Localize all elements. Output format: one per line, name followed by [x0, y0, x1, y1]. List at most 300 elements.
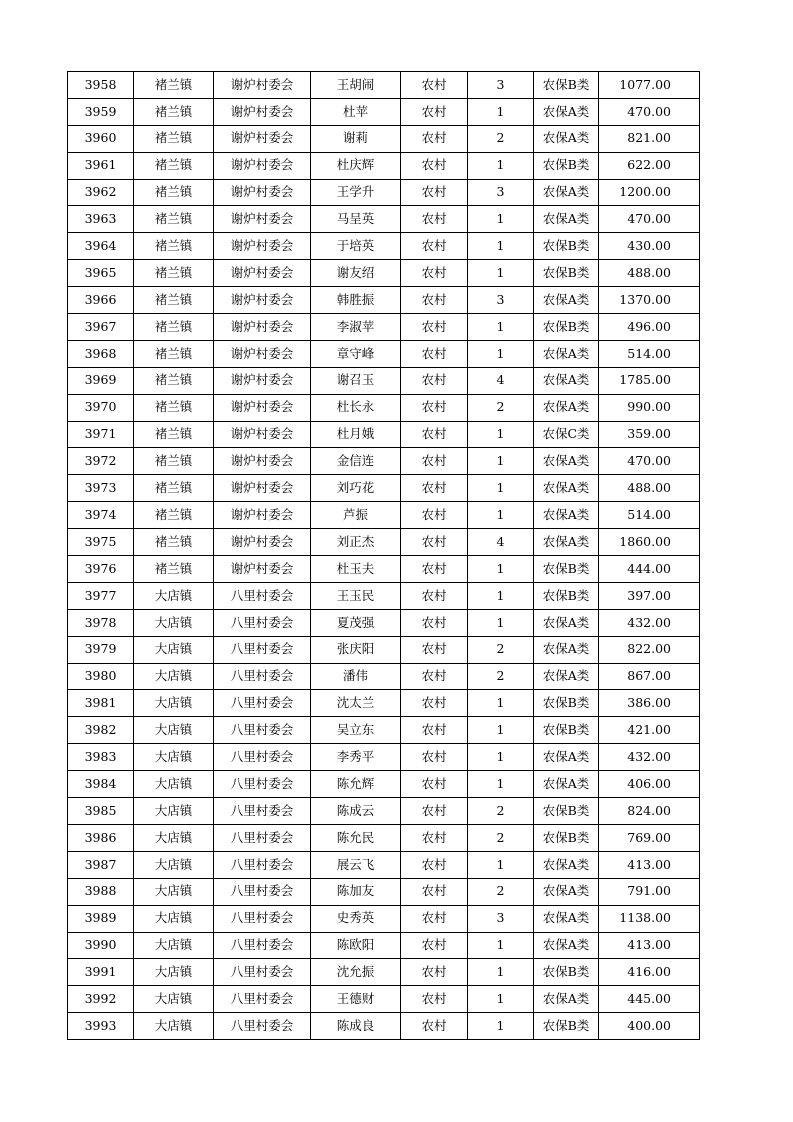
area-type-cell: 农村 [401, 690, 468, 717]
village-committee-cell: 谢炉村委会 [214, 394, 311, 421]
category-cell: 农保A类 [534, 475, 599, 502]
table-row [68, 851, 700, 878]
village-committee-cell: 谢炉村委会 [214, 421, 311, 448]
category-cell: 农保B类 [534, 798, 599, 825]
area-type-cell: 农村 [401, 798, 468, 825]
village-committee-cell: 谢炉村委会 [214, 98, 311, 125]
amount-cell: 1785.00 [599, 367, 700, 394]
table-row [68, 233, 700, 260]
area-type-cell: 农村 [401, 905, 468, 932]
category-cell: 农保A类 [534, 744, 599, 771]
category-cell: 农保B类 [534, 314, 599, 341]
table-row [68, 529, 700, 556]
area-type-cell: 农村 [401, 421, 468, 448]
name-cell: 史秀英 [311, 905, 401, 932]
household-size-cell: 2 [468, 636, 534, 663]
household-size-cell: 1 [468, 152, 534, 179]
town-cell: 褚兰镇 [134, 475, 214, 502]
village-committee-cell: 谢炉村委会 [214, 233, 311, 260]
row-number-cell: 3989 [68, 905, 134, 932]
village-committee-cell: 谢炉村委会 [214, 260, 311, 287]
household-size-cell: 1 [468, 314, 534, 341]
town-cell: 大店镇 [134, 609, 214, 636]
name-cell: 王玉民 [311, 582, 401, 609]
category-cell: 农保B类 [534, 72, 599, 99]
name-cell: 张庆阳 [311, 636, 401, 663]
household-size-cell: 2 [468, 394, 534, 421]
row-number-cell: 3983 [68, 744, 134, 771]
household-size-cell: 1 [468, 98, 534, 125]
household-size-cell: 4 [468, 367, 534, 394]
name-cell: 芦振 [311, 502, 401, 529]
table-row [68, 125, 700, 152]
amount-cell: 867.00 [599, 663, 700, 690]
village-committee-cell: 八里村委会 [214, 744, 311, 771]
table-row [68, 690, 700, 717]
town-cell: 褚兰镇 [134, 529, 214, 556]
amount-cell: 821.00 [599, 125, 700, 152]
household-size-cell: 1 [468, 717, 534, 744]
table-row [68, 905, 700, 932]
town-cell: 褚兰镇 [134, 394, 214, 421]
table-row [68, 98, 700, 125]
town-cell: 大店镇 [134, 851, 214, 878]
town-cell: 褚兰镇 [134, 233, 214, 260]
amount-cell: 432.00 [599, 609, 700, 636]
household-size-cell: 1 [468, 502, 534, 529]
row-number-cell: 3967 [68, 314, 134, 341]
town-cell: 大店镇 [134, 824, 214, 851]
town-cell: 大店镇 [134, 663, 214, 690]
amount-cell: 421.00 [599, 717, 700, 744]
amount-cell: 769.00 [599, 824, 700, 851]
category-cell: 农保B类 [534, 582, 599, 609]
area-type-cell: 农村 [401, 529, 468, 556]
row-number-cell: 3973 [68, 475, 134, 502]
table-row [68, 771, 700, 798]
row-number-cell: 3978 [68, 609, 134, 636]
name-cell: 展云飞 [311, 851, 401, 878]
amount-cell: 470.00 [599, 98, 700, 125]
village-committee-cell: 谢炉村委会 [214, 475, 311, 502]
town-cell: 大店镇 [134, 744, 214, 771]
row-number-cell: 3972 [68, 448, 134, 475]
household-size-cell: 1 [468, 582, 534, 609]
household-size-cell: 1 [468, 448, 534, 475]
name-cell: 杜长永 [311, 394, 401, 421]
category-cell: 农保B类 [534, 233, 599, 260]
amount-cell: 514.00 [599, 340, 700, 367]
town-cell: 大店镇 [134, 932, 214, 959]
category-cell: 农保A类 [534, 609, 599, 636]
category-cell: 农保A类 [534, 636, 599, 663]
row-number-cell: 3986 [68, 824, 134, 851]
village-committee-cell: 八里村委会 [214, 798, 311, 825]
name-cell: 于培英 [311, 233, 401, 260]
row-number-cell: 3977 [68, 582, 134, 609]
amount-cell: 1860.00 [599, 529, 700, 556]
amount-cell: 990.00 [599, 394, 700, 421]
area-type-cell: 农村 [401, 233, 468, 260]
household-size-cell: 3 [468, 72, 534, 99]
name-cell: 陈加友 [311, 878, 401, 905]
household-size-cell: 1 [468, 340, 534, 367]
area-type-cell: 农村 [401, 609, 468, 636]
household-size-cell: 1 [468, 556, 534, 583]
town-cell: 大店镇 [134, 717, 214, 744]
village-committee-cell: 谢炉村委会 [214, 556, 311, 583]
area-type-cell: 农村 [401, 1013, 468, 1040]
area-type-cell: 农村 [401, 556, 468, 583]
row-number-cell: 3963 [68, 206, 134, 233]
town-cell: 褚兰镇 [134, 287, 214, 314]
amount-cell: 622.00 [599, 152, 700, 179]
category-cell: 农保A类 [534, 502, 599, 529]
amount-cell: 791.00 [599, 878, 700, 905]
name-cell: 杜庆辉 [311, 152, 401, 179]
name-cell: 沈允振 [311, 959, 401, 986]
village-committee-cell: 八里村委会 [214, 663, 311, 690]
village-committee-cell: 谢炉村委会 [214, 287, 311, 314]
category-cell: 农保B类 [534, 717, 599, 744]
category-cell: 农保B类 [534, 556, 599, 583]
household-size-cell: 1 [468, 744, 534, 771]
village-committee-cell: 谢炉村委会 [214, 72, 311, 99]
amount-cell: 413.00 [599, 851, 700, 878]
row-number-cell: 3971 [68, 421, 134, 448]
table-row [68, 179, 700, 206]
village-committee-cell: 八里村委会 [214, 690, 311, 717]
name-cell: 杜玉夫 [311, 556, 401, 583]
table-row [68, 932, 700, 959]
row-number-cell: 3981 [68, 690, 134, 717]
household-size-cell: 1 [468, 609, 534, 636]
household-size-cell: 3 [468, 905, 534, 932]
amount-cell: 496.00 [599, 314, 700, 341]
row-number-cell: 3985 [68, 798, 134, 825]
household-size-cell: 3 [468, 179, 534, 206]
table-body [68, 72, 700, 1040]
name-cell: 韩胜振 [311, 287, 401, 314]
village-committee-cell: 谢炉村委会 [214, 367, 311, 394]
category-cell: 农保A类 [534, 125, 599, 152]
table-row [68, 959, 700, 986]
row-number-cell: 3992 [68, 986, 134, 1013]
name-cell: 吴立东 [311, 717, 401, 744]
row-number-cell: 3962 [68, 179, 134, 206]
amount-cell: 430.00 [599, 233, 700, 260]
area-type-cell: 农村 [401, 72, 468, 99]
table-row [68, 287, 700, 314]
table-row [68, 717, 700, 744]
village-committee-cell: 谢炉村委会 [214, 448, 311, 475]
table-row [68, 878, 700, 905]
village-committee-cell: 八里村委会 [214, 932, 311, 959]
row-number-cell: 3959 [68, 98, 134, 125]
area-type-cell: 农村 [401, 125, 468, 152]
category-cell: 农保A类 [534, 905, 599, 932]
town-cell: 褚兰镇 [134, 502, 214, 529]
area-type-cell: 农村 [401, 287, 468, 314]
table-row [68, 798, 700, 825]
name-cell: 刘正杰 [311, 529, 401, 556]
row-number-cell: 3969 [68, 367, 134, 394]
village-committee-cell: 八里村委会 [214, 986, 311, 1013]
name-cell: 谢召玉 [311, 367, 401, 394]
area-type-cell: 农村 [401, 340, 468, 367]
area-type-cell: 农村 [401, 475, 468, 502]
name-cell: 李淑苹 [311, 314, 401, 341]
area-type-cell: 农村 [401, 394, 468, 421]
name-cell: 陈成云 [311, 798, 401, 825]
table-row [68, 609, 700, 636]
town-cell: 褚兰镇 [134, 367, 214, 394]
table-row [68, 340, 700, 367]
village-committee-cell: 八里村委会 [214, 609, 311, 636]
amount-cell: 470.00 [599, 448, 700, 475]
row-number-cell: 3970 [68, 394, 134, 421]
row-number-cell: 3993 [68, 1013, 134, 1040]
area-type-cell: 农村 [401, 744, 468, 771]
village-committee-cell: 八里村委会 [214, 824, 311, 851]
row-number-cell: 3991 [68, 959, 134, 986]
area-type-cell: 农村 [401, 98, 468, 125]
area-type-cell: 农村 [401, 824, 468, 851]
village-committee-cell: 谢炉村委会 [214, 125, 311, 152]
table-row [68, 314, 700, 341]
town-cell: 褚兰镇 [134, 314, 214, 341]
village-committee-cell: 谢炉村委会 [214, 502, 311, 529]
amount-cell: 386.00 [599, 690, 700, 717]
name-cell: 夏茂强 [311, 609, 401, 636]
row-number-cell: 3961 [68, 152, 134, 179]
table-row [68, 1013, 700, 1040]
row-number-cell: 3982 [68, 717, 134, 744]
amount-cell: 1138.00 [599, 905, 700, 932]
category-cell: 农保A类 [534, 932, 599, 959]
category-cell: 农保A类 [534, 287, 599, 314]
town-cell: 大店镇 [134, 905, 214, 932]
category-cell: 农保A类 [534, 394, 599, 421]
name-cell: 陈欧阳 [311, 932, 401, 959]
village-committee-cell: 谢炉村委会 [214, 340, 311, 367]
name-cell: 王德财 [311, 986, 401, 1013]
table-row [68, 421, 700, 448]
table-row [68, 394, 700, 421]
household-size-cell: 1 [468, 959, 534, 986]
village-committee-cell: 谢炉村委会 [214, 179, 311, 206]
name-cell: 沈太兰 [311, 690, 401, 717]
household-size-cell: 3 [468, 287, 534, 314]
table-row [68, 744, 700, 771]
area-type-cell: 农村 [401, 367, 468, 394]
town-cell: 褚兰镇 [134, 179, 214, 206]
amount-cell: 359.00 [599, 421, 700, 448]
area-type-cell: 农村 [401, 179, 468, 206]
household-size-cell: 1 [468, 233, 534, 260]
table-row [68, 986, 700, 1013]
village-committee-cell: 谢炉村委会 [214, 152, 311, 179]
household-size-cell: 2 [468, 663, 534, 690]
town-cell: 褚兰镇 [134, 556, 214, 583]
category-cell: 农保B类 [534, 152, 599, 179]
category-cell: 农保A类 [534, 851, 599, 878]
name-cell: 陈成良 [311, 1013, 401, 1040]
name-cell: 王学升 [311, 179, 401, 206]
table-row [68, 824, 700, 851]
town-cell: 大店镇 [134, 878, 214, 905]
name-cell: 金信连 [311, 448, 401, 475]
village-committee-cell: 八里村委会 [214, 878, 311, 905]
area-type-cell: 农村 [401, 851, 468, 878]
table-row [68, 636, 700, 663]
table-row [68, 72, 700, 99]
row-number-cell: 3990 [68, 932, 134, 959]
row-number-cell: 3980 [68, 663, 134, 690]
household-size-cell: 1 [468, 475, 534, 502]
row-number-cell: 3965 [68, 260, 134, 287]
village-committee-cell: 谢炉村委会 [214, 529, 311, 556]
table-row [68, 260, 700, 287]
household-size-cell: 2 [468, 798, 534, 825]
category-cell: 农保A类 [534, 448, 599, 475]
amount-cell: 413.00 [599, 932, 700, 959]
name-cell: 杜月娥 [311, 421, 401, 448]
village-committee-cell: 八里村委会 [214, 851, 311, 878]
town-cell: 褚兰镇 [134, 152, 214, 179]
town-cell: 褚兰镇 [134, 125, 214, 152]
name-cell: 谢莉 [311, 125, 401, 152]
amount-cell: 1077.00 [599, 72, 700, 99]
area-type-cell: 农村 [401, 771, 468, 798]
household-size-cell: 2 [468, 824, 534, 851]
row-number-cell: 3960 [68, 125, 134, 152]
household-size-cell: 1 [468, 771, 534, 798]
row-number-cell: 3975 [68, 529, 134, 556]
amount-cell: 445.00 [599, 986, 700, 1013]
row-number-cell: 3979 [68, 636, 134, 663]
amount-cell: 400.00 [599, 1013, 700, 1040]
category-cell: 农保A类 [534, 340, 599, 367]
area-type-cell: 农村 [401, 448, 468, 475]
town-cell: 褚兰镇 [134, 448, 214, 475]
amount-cell: 1370.00 [599, 287, 700, 314]
row-number-cell: 3987 [68, 851, 134, 878]
amount-cell: 406.00 [599, 771, 700, 798]
area-type-cell: 农村 [401, 582, 468, 609]
name-cell: 谢友绍 [311, 260, 401, 287]
household-size-cell: 1 [468, 206, 534, 233]
name-cell: 陈允辉 [311, 771, 401, 798]
row-number-cell: 3966 [68, 287, 134, 314]
town-cell: 大店镇 [134, 1013, 214, 1040]
table-row [68, 502, 700, 529]
row-number-cell: 3974 [68, 502, 134, 529]
amount-cell: 488.00 [599, 260, 700, 287]
category-cell: 农保C类 [534, 421, 599, 448]
household-size-cell: 1 [468, 260, 534, 287]
table-row [68, 367, 700, 394]
amount-cell: 824.00 [599, 798, 700, 825]
name-cell: 刘巧花 [311, 475, 401, 502]
village-committee-cell: 八里村委会 [214, 771, 311, 798]
household-size-cell: 1 [468, 851, 534, 878]
town-cell: 褚兰镇 [134, 421, 214, 448]
area-type-cell: 农村 [401, 932, 468, 959]
area-type-cell: 农村 [401, 663, 468, 690]
row-number-cell: 3968 [68, 340, 134, 367]
row-number-cell: 3988 [68, 878, 134, 905]
village-committee-cell: 八里村委会 [214, 959, 311, 986]
household-size-cell: 4 [468, 529, 534, 556]
category-cell: 农保A类 [534, 367, 599, 394]
table-row [68, 582, 700, 609]
category-cell: 农保A类 [534, 663, 599, 690]
town-cell: 大店镇 [134, 582, 214, 609]
town-cell: 大店镇 [134, 636, 214, 663]
amount-cell: 397.00 [599, 582, 700, 609]
area-type-cell: 农村 [401, 717, 468, 744]
village-committee-cell: 谢炉村委会 [214, 206, 311, 233]
table-row [68, 206, 700, 233]
village-committee-cell: 八里村委会 [214, 582, 311, 609]
area-type-cell: 农村 [401, 959, 468, 986]
town-cell: 褚兰镇 [134, 72, 214, 99]
household-size-cell: 2 [468, 125, 534, 152]
name-cell: 李秀平 [311, 744, 401, 771]
name-cell: 潘伟 [311, 663, 401, 690]
row-number-cell: 3984 [68, 771, 134, 798]
name-cell: 杜苹 [311, 98, 401, 125]
amount-cell: 416.00 [599, 959, 700, 986]
category-cell: 农保A类 [534, 529, 599, 556]
amount-cell: 822.00 [599, 636, 700, 663]
amount-cell: 432.00 [599, 744, 700, 771]
area-type-cell: 农村 [401, 636, 468, 663]
town-cell: 褚兰镇 [134, 340, 214, 367]
data-table [67, 71, 700, 1040]
table-row [68, 663, 700, 690]
row-number-cell: 3964 [68, 233, 134, 260]
area-type-cell: 农村 [401, 502, 468, 529]
household-size-cell: 1 [468, 421, 534, 448]
table-row [68, 152, 700, 179]
category-cell: 农保A类 [534, 878, 599, 905]
category-cell: 农保A类 [534, 98, 599, 125]
area-type-cell: 农村 [401, 878, 468, 905]
amount-cell: 1200.00 [599, 179, 700, 206]
town-cell: 褚兰镇 [134, 98, 214, 125]
area-type-cell: 农村 [401, 314, 468, 341]
village-committee-cell: 谢炉村委会 [214, 314, 311, 341]
category-cell: 农保A类 [534, 206, 599, 233]
amount-cell: 514.00 [599, 502, 700, 529]
amount-cell: 444.00 [599, 556, 700, 583]
name-cell: 章守峰 [311, 340, 401, 367]
area-type-cell: 农村 [401, 206, 468, 233]
village-committee-cell: 八里村委会 [214, 636, 311, 663]
name-cell: 马呈英 [311, 206, 401, 233]
town-cell: 褚兰镇 [134, 260, 214, 287]
area-type-cell: 农村 [401, 986, 468, 1013]
table-row [68, 556, 700, 583]
name-cell: 王胡闹 [311, 72, 401, 99]
town-cell: 大店镇 [134, 959, 214, 986]
row-number-cell: 3976 [68, 556, 134, 583]
household-size-cell: 2 [468, 878, 534, 905]
category-cell: 农保A类 [534, 771, 599, 798]
household-size-cell: 1 [468, 986, 534, 1013]
